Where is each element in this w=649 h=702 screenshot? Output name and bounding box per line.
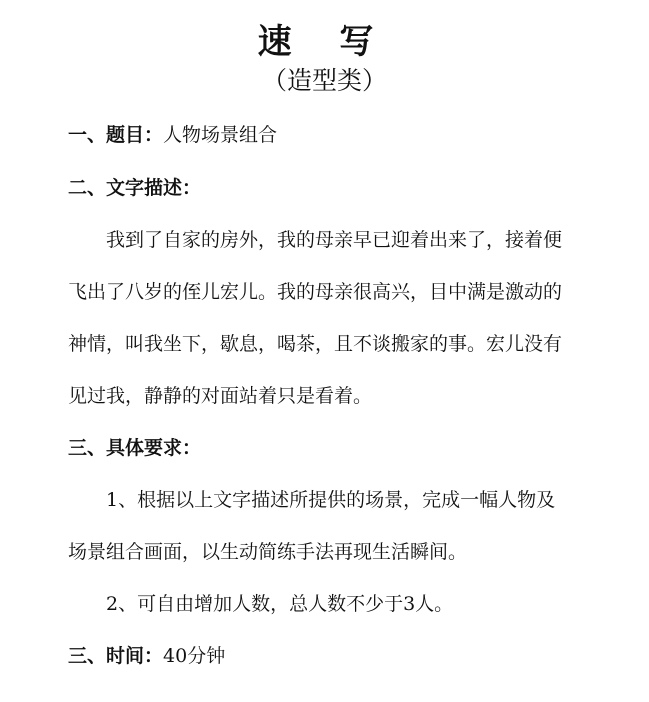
requirement-line-1: 1、根据以上文字描述所提供的场景，完成一幅人物及 bbox=[106, 489, 556, 511]
time-line bbox=[68, 641, 588, 671]
topic-line bbox=[68, 120, 588, 150]
description-line-1: 我到了自家的房外，我的母亲早已迎着出来了，接着便 bbox=[106, 229, 563, 251]
time-value: 40分钟 bbox=[163, 645, 226, 667]
page-title: 速 写 bbox=[257, 22, 392, 62]
description-line-4: 见过我，静静的对面站着只是看着。 bbox=[68, 385, 373, 407]
requirement-line-2: 场景组合画面，以生动简练手法再现生活瞬间。 bbox=[68, 541, 468, 563]
topic-label: 一、题目： bbox=[68, 124, 164, 146]
topic-value: 人物场景组合 bbox=[163, 124, 278, 146]
requirements-heading: 三、具体要求： bbox=[68, 437, 202, 459]
page-subtitle: （造型类） bbox=[261, 66, 387, 95]
time-label: 三、时间： bbox=[68, 645, 164, 667]
description-heading: 二、文字描述： bbox=[68, 177, 202, 199]
description-line-2: 飞出了八岁的侄儿宏儿。我的母亲很高兴，目中满是激动的 bbox=[68, 281, 563, 303]
requirement-line-3: 2、可自由增加人数，总人数不少于3人。 bbox=[106, 593, 454, 615]
description-line-3: 神情，叫我坐下，歇息，喝茶，且不谈搬家的事。宏儿没有 bbox=[68, 333, 563, 355]
